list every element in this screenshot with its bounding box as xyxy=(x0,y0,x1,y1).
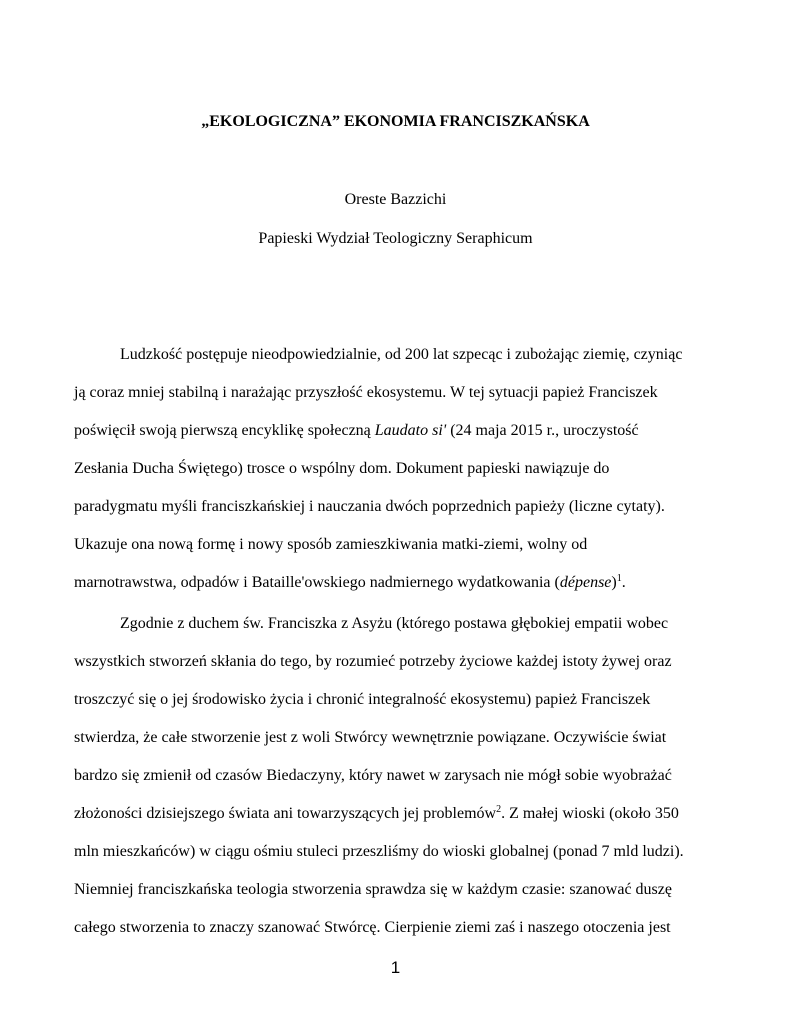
footnote-marker[interactable]: 1 xyxy=(616,573,622,584)
paragraph-line: paradygmatu myśli franciszkańskiej i nauczania dwóch poprzednich papieży (liczne cytaty). xyxy=(74,498,665,515)
footnote-marker[interactable]: 2 xyxy=(496,804,502,815)
paragraph-line: ją coraz mniej stabilną i narażając przyszłość ekosystemu. W tej sytuacji papież Franciszek xyxy=(74,384,658,401)
paragraph-line: Niemniej franciszkańska teologia stworzenia sprawdza się w każdym czasie: szanować duszę xyxy=(74,881,672,898)
paragraph-line xyxy=(74,804,679,824)
text-span: (24 maja 2015 r., uroczystość xyxy=(446,422,639,439)
paragraph-line: Ukazuje ona nową formę i nowy sposób zamieszkiwania matki-ziemi, wolny od xyxy=(74,536,588,553)
paragraph-line: Zesłania Ducha Świętego) trosce o wspólny dom. Dokument papieski nawiązuje do xyxy=(74,460,610,477)
paragraph-line: troszczyć się o jej środowisko życia i chronić integralność ekosystemu) papież Franciszek xyxy=(74,691,651,708)
author-affiliation: Papieski Wydział Teologiczny Seraphicum xyxy=(258,230,533,247)
paragraph-line: wszystkich stworzeń skłania do tego, by rozumieć potrzeby życiowe każdej istoty żywej oraz xyxy=(74,653,672,670)
text-span: złożoności dzisiejszego świata ani towarzyszących jej problemów xyxy=(74,805,497,822)
text-span: marnotrawstwa, odpadów i Bataille'owskiego nadmiernego wydatkowania ( xyxy=(74,574,560,591)
page-number: 1 xyxy=(390,958,401,977)
paragraph-line xyxy=(74,573,626,593)
paragraph-line: Ludzkość postępuje nieodpowiedzialnie, od 200 lat szpecąc i zubożając ziemię, czyniąc xyxy=(120,346,683,363)
encyclical-title: Laudato si' xyxy=(374,422,447,439)
paragraph-line: mln mieszkańców) w ciągu ośmiu stuleci przeszliśmy do wioski globalnej (ponad 7 mld ludzi). xyxy=(74,843,684,860)
text-span: . xyxy=(621,574,626,591)
text-span: ) xyxy=(611,574,617,591)
paragraph-line: Zgodnie z duchem św. Franciszka z Asyżu (którego postawa głębokiej empatii wobec xyxy=(120,615,669,632)
italic-term: dépense xyxy=(559,574,612,591)
author-name: Oreste Bazzichi xyxy=(344,191,447,208)
paragraph-line: bardzo się zmienił od czasów Biedaczyny, który nawet w zarysach nie mógł sobie wyobrażać xyxy=(74,767,672,784)
text-span: poświęcił swoją pierwszą encyklikę społeczną xyxy=(74,422,375,439)
text-span: . Z małej wioski (około 350 xyxy=(501,805,679,822)
paragraph-line: stwierdza, że całe stworzenie jest z woli Stwórcy wewnętrznie powiązane. Oczywiście świat xyxy=(74,729,667,746)
document-title: „EKOLOGICZNA” EKONOMIA FRANCISZKAŃSKA xyxy=(201,113,590,130)
paragraph-line xyxy=(74,421,639,441)
paragraph-line: całego stworzenia to znaczy szanować Stwórcę. Cierpienie ziemi zaś i naszego otoczenia jest xyxy=(74,919,671,936)
